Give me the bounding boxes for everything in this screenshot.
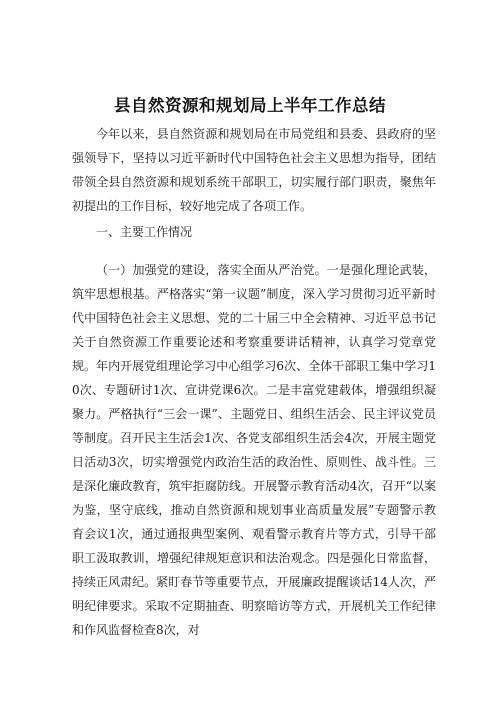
section-heading: 一、主要工作情况 <box>96 225 193 239</box>
body-paragraph: （一）加强党的建设，落实全面从严治党。一是强化理论武装，筑牢思想根基。严格落实“第一议题”制度，深入学习贯彻习近平新时代中国特色社会主义思想、党的二十届三中全会精神、习近平总书记关于自然资源工作重要论述和考察重要讲话精神，认真学习党章党规。年内开展党组理论学习中心组学习6次、全体干部职工集中学习10次、专题研讨1次、宣讲党课6次。二是丰富党建载体，增强组织凝聚力。严格执行“三会一课”、主题党日、组织生活会、民主评议党员等制度。召开民主生活会1次、各党支部组织生活会4次，开展主题党日活动3次，切实增强党内政治生活的政治性、原则性、战斗性。三是深化廉政教育，筑牢拒腐防线。开展警示教育活动4次，召开“以案为鉴，坚守底线，推动自然资源和规划事业高质量发展”专题警示教育会议1次，通过通报典型案例、观看警示教育片等方式，引导干部职工汲取教训，增强纪律规矩意识和法治观念。四是强化日常监督，持续正风肃纪。紧盯春节等重要节点，开展廉政提醒谈话14人次，严明纪律要求。采取不定期抽查、明察暗访等方式，开展机关工作纪律和作风监督检查8次，对 <box>72 263 436 637</box>
intro-paragraph: 今年以来，县自然资源和规划局在市局党组和县委、县政府的坚强领导下，坚持以习近平新时代中国特色社会主义思想为指导，团结带领全县自然资源和规划系统干部职工，切实履行部门职责，聚焦年初提出的工作目标，较好地完成了各项工作。 <box>72 127 436 213</box>
document-body <box>72 122 436 642</box>
document-title: 县自然资源和规划局上半年工作总结 <box>114 96 386 115</box>
